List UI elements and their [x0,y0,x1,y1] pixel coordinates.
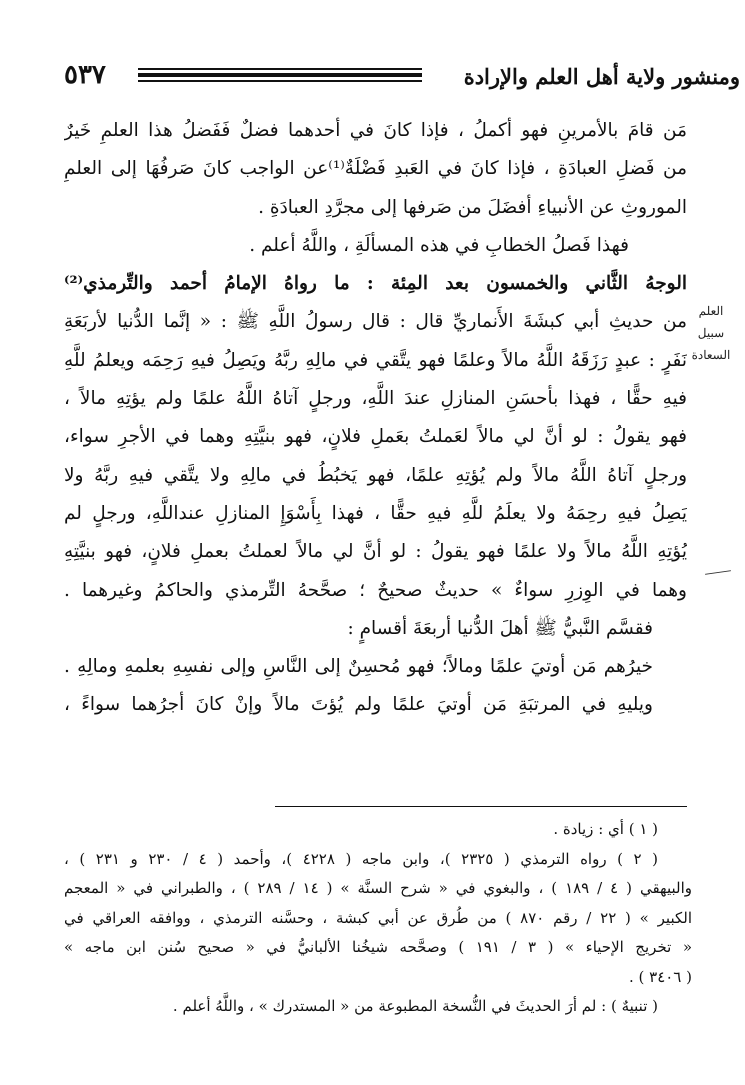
margin-mark [705,570,731,575]
text-line: نَفَرٍ : عبدٍ رَزَقَهُ اللَّهُ مالاً وعلمًا فهو يتَّقي في مالِهِ ربَّهُ ويَصِلُ فيهِ رَحِمَه ويعلمُ للَّهِ [64,349,687,371]
footnote-line: « تخريج الإحياء » ( ٣ / ١٩١ ) وصحَّحه شيخُنا الألبانيُّ في « صحيح سُنن ابن ماجه » [64,938,692,956]
footnote-separator [275,806,687,807]
margin-note-line: السعادة [691,348,731,362]
footnote-line: والبيهقي ( ٤ / ١٨٩ ) ، والبغوي في « شرح السنَّة » ( ١٤ / ٢٨٩ ) ، والطبراني في « المعجم [64,879,692,897]
header-rule-thick [138,73,422,77]
text-line: فهذا فَصلُ الخطابِ في هذه المسألَةِ ، واللَّهُ أعلم . [249,234,629,256]
footnote-line: ( ٢ ) رواه الترمذي ( ٢٣٢٥ )، وابن ماجه ( ٤٢٢٨ )، وأحمد ( ٤ / ٢٣٠ و ٢٣١ ) ، [64,849,658,868]
margin-note [685,300,737,366]
text-line: فقسَّم النَّبيُّ ﷺ أهلَ الدُّنيا أربعَةَ أقسامٍ : [347,617,653,639]
text-line: فهو يقولُ : لو أنَّ لي مالاً لعَملتُ بعَملِ فلانٍ، فهو بنيَّتِهِ وهما في الأجرِ سواء، [64,426,687,448]
footnote-line: ( ١ ) أي : زيادة . [553,820,658,838]
text-line: من فَضلِ العبادَةِ ، فإذا كانَ في العَبدِ فَضْلَةٌ⁽¹⁾عن الواجب كانَ صَرفُهَا إلى العلمِ [64,158,687,180]
footnotes [64,815,692,1022]
footnote-line: ( تنبيهٌ ) : لم أرَ الحديثَ في النُّسخة المطبوعة من « المستدرك » ، واللَّهُ أعلم . [172,997,658,1015]
margin-note-line: العلم [698,304,724,318]
footnote-line: الكبير » ( ٢٢ / رقم ٨٧٠ ) من طُرق عن أبي كبشة ، وحسَّنه الترمذي ، ووافقه العراقي في [64,908,692,927]
page-number: ٥٣٧ [64,60,106,90]
text-line: فيهِ حقًّا ، فهذا بأحسَنِ المنازلِ عندَ اللَّهِ، ورجلٍ آتاهُ اللَّهُ علمًا ولم يؤتِهِ مالاً ، [64,388,687,410]
text-line: وهما في الوِزرِ سواءٌ » حديثٌ صحيحٌ ؛ صحَّحهُ التِّرمذي والحاكمُ وغيرهما . [64,579,687,601]
main-text [64,112,687,725]
text-line: خيرُهم مَن أوتيَ علمًا ومالاً؛ فهو مُحسِنٌ إلى النَّاسِ وإلى نفسِهِ بعلمهِ ومالِهِ . [64,656,653,678]
text-line: ورجلٍ آتاهُ اللَّهُ مالاً ولم يُؤتِهِ علمًا، فهو يَخبُطُ في مالِهِ ولا يتَّقي فيهِ ربَّهُ ولا [64,464,687,486]
running-header [60,60,740,100]
header-rules [138,68,422,85]
text-line: يَصِلُ فيهِ رحِمَهُ ولا يعلَمُ للَّهِ فيهِ حقًّا ، فهذا بِأَسْوَإِ المنازلِ عنداللَّهِ، ورجلٍ لم [64,502,687,524]
text-line: ويليهِ في المرتبَةِ مَن أوتيَ علمًا ولم يُؤتَ مالاً وإنْ كانَ أجرُهما سواءً ، [64,694,653,716]
margin-note-line: سبيل [697,326,725,340]
text-line: يُؤتِهِ اللَّهُ مالاً ولا علمًا فهو يقولُ : لو أنَّ لي مالاً لعملتُ بعملِ فلانٍ، فهو بنيَّتِهِ [64,541,687,563]
footnote-line: ( ٣٤٠٦ ) . [628,967,692,986]
text-line: الموروثِ عن الأنبياءِ أفضَلَ من صَرفها إلى مجرَّدِ العبادَةِ . [258,196,687,218]
header-rule-thin-top [138,68,422,70]
text-line: من حديثِ أبي كبشَةَ الأَنماريِّ قال : قال رسولُ اللَّهِ ﷺ : « إنَّما الدُّنيا لأربَعَةِ [64,311,687,333]
section-heading-line: الوجهُ الثَّاني والخمسون بعد المِئة : ما رواهُ الإمامُ أحمد والتِّرمذي⁽²⁾ [64,273,687,295]
header-rule-thin-bottom [138,80,422,82]
text-line: مَن قامَ بالأمرينِ فهو أكملُ ، فإذا كانَ في أحدهما فضلٌ فَفَضلُ هذا العلمِ خَيرٌ [64,120,687,141]
running-title: ومنشور ولاية أهل العلم والإرادة [463,64,740,89]
